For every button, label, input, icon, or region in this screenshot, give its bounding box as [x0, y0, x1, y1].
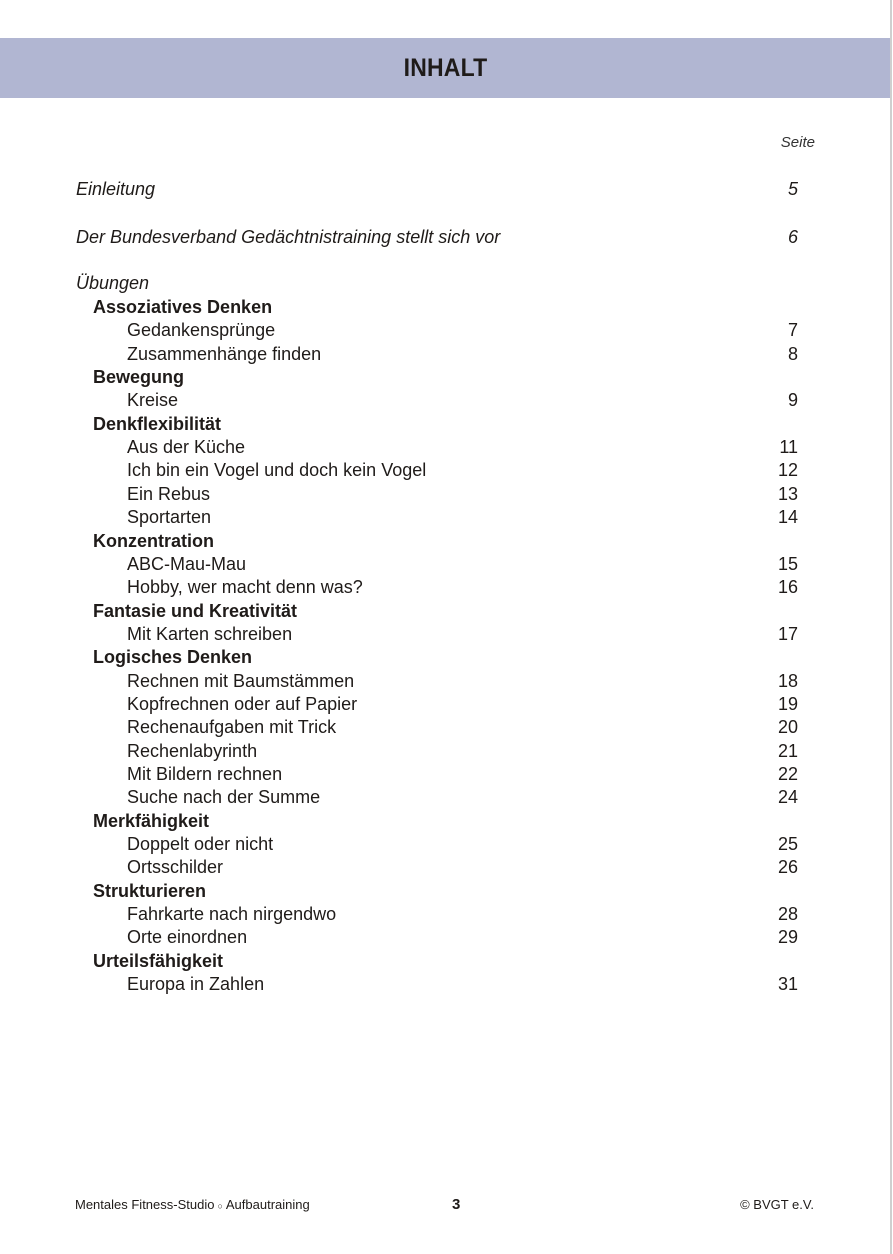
toc-category[interactable]: [0, 530, 893, 553]
footer-title: Mentales Fitness-Studio: [75, 1197, 215, 1212]
toc-item-label: Hobby, wer macht denn was?: [127, 577, 363, 597]
toc-item[interactable]: [0, 740, 893, 763]
toc-item-page: 29: [777, 927, 798, 947]
toc-item-page: 14: [777, 507, 798, 527]
toc-section-uebungen[interactable]: [0, 272, 893, 295]
toc-item-label: Fahrkarte nach nirgendwo: [127, 904, 337, 924]
toc-item-label: Rechenaufgaben mit Trick: [127, 717, 337, 737]
toc-item-label: Ortsschilder: [127, 857, 224, 877]
toc-entry-intro-label: Einleitung: [76, 179, 156, 199]
toc-item[interactable]: [0, 833, 893, 856]
toc-item-page: 20: [777, 717, 798, 737]
toc-category[interactable]: [0, 810, 893, 833]
toc-item-page: 13: [777, 484, 798, 504]
toc-item-label: Orte einordnen: [127, 927, 248, 947]
toc-category-label: Konzentration: [93, 531, 214, 551]
toc-item-label: Sportarten: [127, 507, 212, 527]
toc-item-label: Aus der Küche: [127, 437, 246, 457]
page-footer: [0, 1196, 893, 1214]
toc-item[interactable]: [0, 856, 893, 879]
toc-item[interactable]: [0, 576, 893, 599]
toc-category[interactable]: [0, 413, 893, 436]
footer-copyright: © BVGT e.V.: [740, 1197, 814, 1212]
toc-category-label: Assoziatives Denken: [93, 297, 273, 317]
toc-item[interactable]: [0, 786, 893, 809]
page-title: INHALT: [403, 53, 487, 82]
toc-item-label: Ich bin ein Vogel und doch kein Vogel: [127, 460, 427, 480]
toc-item[interactable]: [0, 483, 893, 506]
toc-item[interactable]: [0, 903, 893, 926]
toc-item-label: Kreise: [127, 390, 179, 410]
toc-item[interactable]: [0, 319, 893, 342]
toc-item-page: 7: [787, 320, 798, 340]
footer-separator-icon: ○: [217, 1201, 223, 1211]
toc-category-label: Denkflexibilität: [93, 414, 222, 434]
toc-entry-bvgt-page: 6: [787, 227, 798, 247]
toc-item-page: 21: [777, 741, 798, 761]
toc-item[interactable]: [0, 436, 893, 459]
toc-item[interactable]: [0, 693, 893, 716]
toc-item-page: 17: [777, 624, 798, 644]
toc-category-label: Strukturieren: [93, 881, 207, 901]
toc-item-label: Rechenlabyrinth: [127, 741, 258, 761]
toc-item-page: 24: [777, 787, 798, 807]
toc-item-label: Rechnen mit Baumstämmen: [127, 671, 355, 691]
toc-item-label: Ein Rebus: [127, 484, 211, 504]
toc-item[interactable]: [0, 763, 893, 786]
title-banner: [0, 38, 890, 98]
toc-category[interactable]: [0, 880, 893, 903]
footer-page-number: 3: [452, 1196, 461, 1213]
footer-publication: [75, 1196, 310, 1215]
toc-item[interactable]: [0, 459, 893, 482]
toc-item[interactable]: [0, 716, 893, 739]
toc-item-label: Europa in Zahlen: [127, 974, 265, 994]
toc-item[interactable]: [0, 926, 893, 949]
toc-item-page: 8: [787, 344, 798, 364]
footer-subtitle: Aufbautraining: [225, 1197, 310, 1212]
toc-item[interactable]: [0, 670, 893, 693]
toc-category[interactable]: [0, 646, 893, 669]
toc-item-page: 22: [777, 764, 798, 784]
toc-item[interactable]: [0, 389, 893, 412]
toc-item-label: Kopfrechnen oder auf Papier: [127, 694, 358, 714]
toc-category-label: Fantasie und Kreativität: [93, 601, 298, 621]
toc-item[interactable]: [0, 553, 893, 576]
toc-section-uebungen-label: Übungen: [76, 273, 150, 293]
toc-item[interactable]: [0, 506, 893, 529]
toc-category[interactable]: [0, 600, 893, 623]
toc-item-label: Doppelt oder nicht: [127, 834, 274, 854]
toc-item-page: 9: [787, 390, 798, 410]
toc-category-label: Urteilsfähigkeit: [93, 951, 224, 971]
toc-item-page: 16: [777, 577, 798, 597]
toc-item-label: ABC-Mau-Mau: [127, 554, 247, 574]
toc-item-page: 18: [777, 671, 798, 691]
toc-item-page: 19: [777, 694, 798, 714]
toc-category[interactable]: [0, 296, 893, 319]
toc-item-page: 25: [777, 834, 798, 854]
toc-item-label: Gedankensprünge: [127, 320, 276, 340]
toc-category[interactable]: [0, 950, 893, 973]
toc-item-page: 12: [777, 460, 798, 480]
toc-item-page: 28: [777, 904, 798, 924]
toc-entry-bvgt-label: Der Bundesverband Gedächtnistraining stellt sich vor: [76, 227, 501, 247]
toc-entry-bvgt[interactable]: [0, 226, 893, 249]
toc-category-label: Bewegung: [93, 367, 185, 387]
toc-item[interactable]: [0, 973, 893, 996]
toc-item-page: 26: [777, 857, 798, 877]
toc-item-label: Suche nach der Summe: [127, 787, 321, 807]
toc-item[interactable]: [0, 623, 893, 646]
toc-item-page: 31: [777, 974, 798, 994]
toc-item-label: Mit Bildern rechnen: [127, 764, 283, 784]
page-column-label: Seite: [780, 134, 815, 151]
toc-item-label: Mit Karten schreiben: [127, 624, 293, 644]
toc-entry-intro-page: 5: [787, 179, 798, 199]
toc-item-label: Zusammenhänge finden: [127, 344, 322, 364]
toc-entry-intro[interactable]: [0, 178, 893, 201]
toc-category[interactable]: [0, 366, 893, 389]
toc-item[interactable]: [0, 343, 893, 366]
toc-item-page: 11: [779, 437, 798, 457]
toc-category-label: Merkfähigkeit: [93, 811, 210, 831]
toc-item-page: 15: [777, 554, 798, 574]
toc-category-label: Logisches Denken: [93, 647, 253, 667]
